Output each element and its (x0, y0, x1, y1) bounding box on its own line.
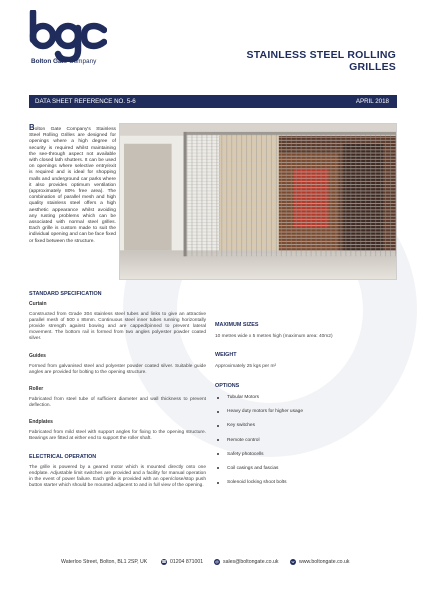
option-item: Solenoid locking shoot bolts (215, 480, 395, 494)
web-link[interactable]: www.boltongate.co.uk (299, 559, 350, 565)
weight-heading: WEIGHT (215, 352, 237, 358)
footer-web[interactable] (290, 559, 349, 565)
option-item: Safety photocells (215, 452, 395, 466)
publication-date: APRIL 2018 (355, 98, 389, 105)
page-title: STAINLESS STEEL ROLLING GRILLES (246, 49, 396, 73)
intro-paragraph: Bolton Gate Company's Stainless Steel Rolling Grilles are designed for openings where a high degree of security is required whilst maintaining the see-through aspect not available with closed lath shutters. It can be used on openings where selective entry/exit is required and is ideal for shopping malls and underground car parks where it also provides optimum ventilation (approximately 80% free area). The combination of parallel mesh and high quality stainless steel offers a high aesthetic appearance whilst avoiding any rusting problems which can be associated with normal steel grilles. Each grille is custom made to suit the individual opening and can be face fixed or fixed between the structure. (29, 123, 117, 244)
company-name: Bolton Gate Company (31, 58, 97, 65)
options-heading: OPTIONS (215, 383, 240, 389)
electrical-operation-heading: ELECTRICAL OPERATION (29, 454, 97, 460)
curtain-text: Constructed from Grade 304 stainless steel tubes and links to give an attractive parallel mesh of 500 x 85mm. Continuous steel inner tubes running horizontally provide strength against bowing and are capped/pinned to prevent lateral movement. The bottom rail is formed from two angles polyester powder coated silver. (29, 312, 206, 341)
reference-bar (29, 95, 397, 108)
footer-address: Waterloo Street, Bolton, BL1 2SP, UK (61, 559, 148, 565)
roller-text: Fabricated from steel tube of sufficient diameter and wall thickness to prevent deflection. (29, 397, 206, 408)
footer (0, 559, 424, 570)
guides-text: Formed from galvanised steel and polyester powder coated silver. Suitable guide angles are provided for bolting to the opening structure. (29, 364, 206, 375)
footer-phone (161, 559, 203, 565)
roller-heading: Roller (29, 386, 44, 392)
maximum-sizes-text: 10 metres wide x 5 metres high (maximum area: 40m2) (215, 334, 333, 339)
endplates-text: Fabricated from mild steel with support angles for fixing to the opening structure. Bearings are fitted at either end to support the roller shaft. (29, 430, 206, 441)
reference-number: DATA SHEET REFERENCE NO. 5-6 (35, 98, 136, 105)
curtain-heading: Curtain (29, 301, 47, 307)
weight-text: Approximately 25 kgs per m² (215, 364, 277, 369)
guides-heading: Guides (29, 353, 46, 359)
phone-icon: ☎ (161, 559, 167, 564)
option-item: Tubular Motors (215, 395, 395, 409)
endplates-heading: Endplates (29, 419, 53, 425)
option-item: Heavy duty motors for higher usage (215, 409, 395, 423)
option-item: Remote control (215, 438, 395, 452)
maximum-sizes-heading: MAXIMUM SIZES (215, 322, 259, 328)
footer-email[interactable] (214, 559, 278, 565)
options-list (215, 395, 395, 494)
option-item: Coil casings and fascias (215, 466, 395, 480)
standard-specification-heading: STANDARD SPECIFICATION (29, 291, 102, 297)
electrical-operation-text: The grille is powered by a geared motor which is mounted directly onto one endplate. Adjustable limit switches are provided and a facility for manual operation in the event of power failure. Each grille is provided with an open/close/stop push button starter which should be mounted adjacent to and in full view of the opening. (29, 465, 206, 488)
option-item: Key switches (215, 423, 395, 437)
phone-number: 01204 871001 (170, 559, 204, 565)
product-photo (119, 123, 397, 280)
bgc-logo (27, 10, 107, 62)
email-link[interactable]: sales@boltongate.co.uk (223, 559, 279, 565)
email-icon: @ (214, 559, 220, 564)
web-icon: w (291, 559, 295, 564)
